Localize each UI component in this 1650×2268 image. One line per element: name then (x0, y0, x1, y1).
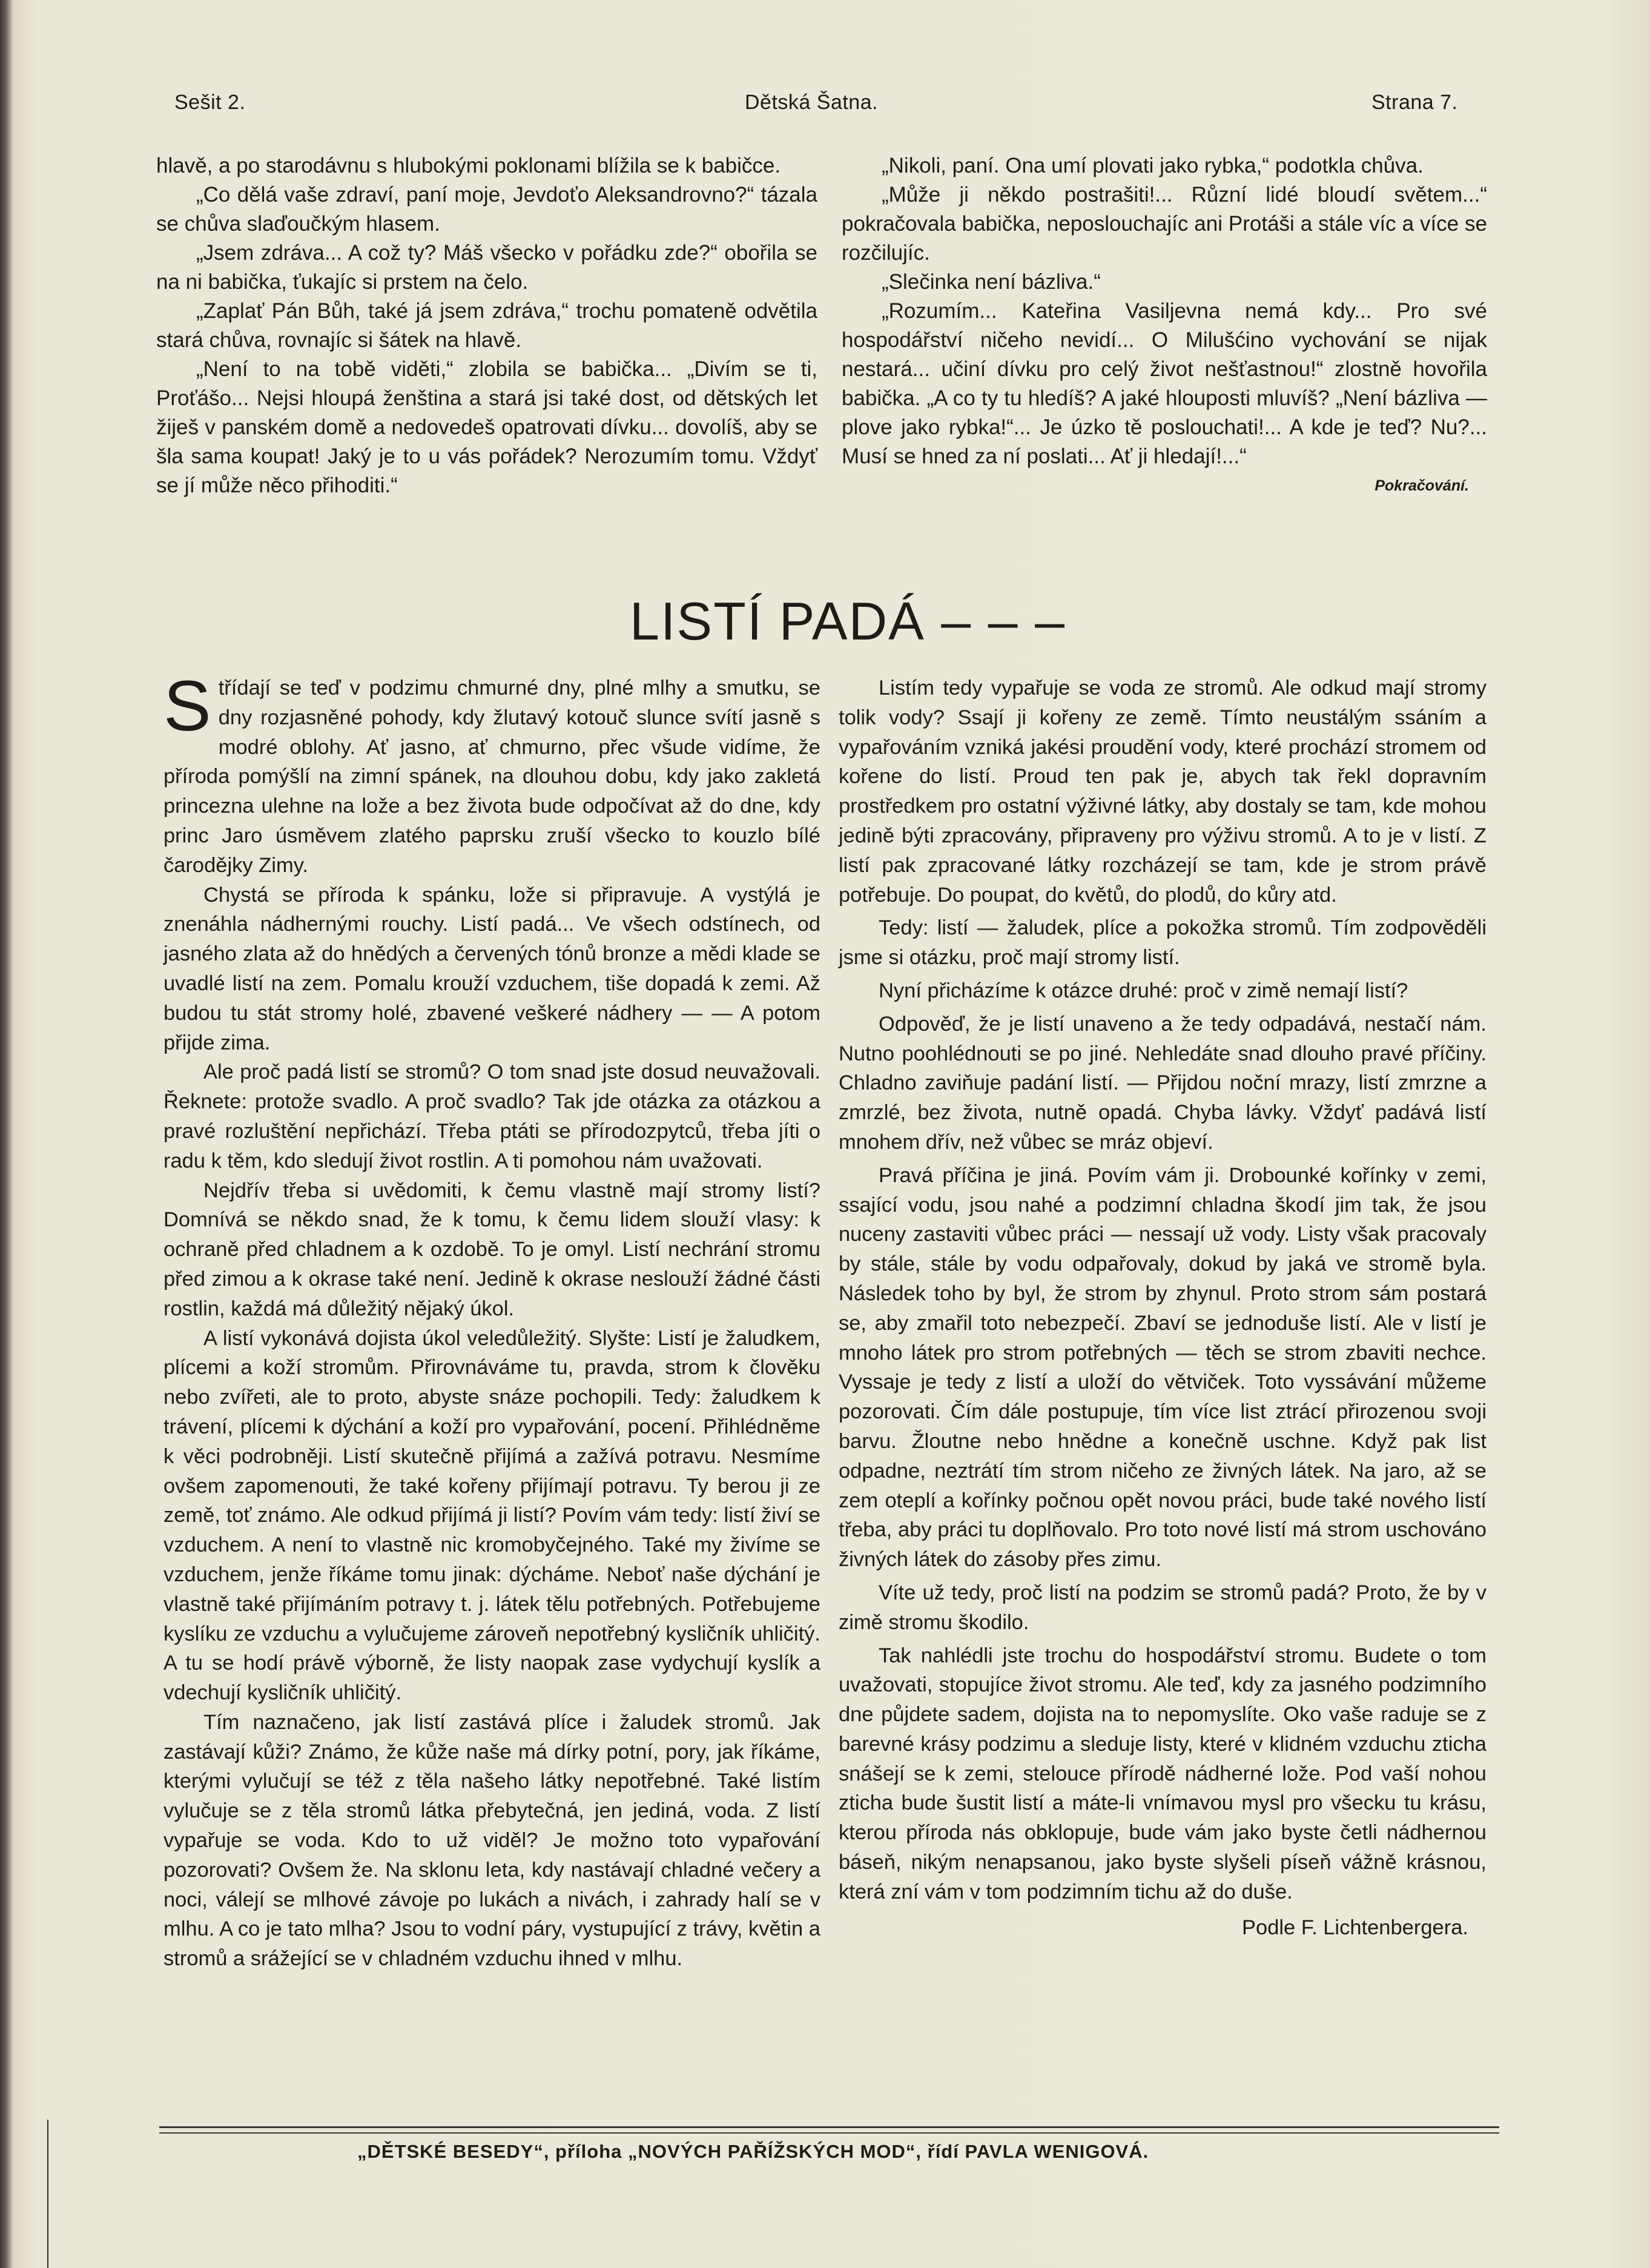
article-column-right (839, 673, 1487, 1942)
paragraph: „Rozumím... Kateřina Vasiljevna nemá kdy... Pro své hospodářství ničeho nevidí... O Milušćino vychování se nijak nestará... učiní dívku pro celý život nešťastnou!“ zlostně hovořila babička. „A co ty tu hledíš? A jaké hlouposti mluvíš? „Není bázliva — plove jako rybka!“... Je úzko tě poslouchati!... A kde je teď? Nu?... Musí se hned za ní poslati... Ať ji hledají!...“ (842, 299, 1487, 468)
paragraph: Listím tedy vypařuje se voda ze stromů. Ale odkud mají stromy tolik vody? Ssají ji kořeny ze země. Tímto neustálým ssáním a vypařováním vzniká jakési proudění vody, které prochází stromem od kořene do listí. Proud ten pak je, abych tak řekl dopravním prostředkem pro ostatní výživné látky, aby dostaly se tam, kde mohou jedině býti zpracovány, připraveny pro výživu stromů. A to je v listí. Z listí pak zpracované látky rozcházejí se tam, kde je strom právě potřebuje. Do poupat, do květů, do plodů, do kůry atd. (839, 676, 1487, 907)
page-number: Strana 7. (1371, 91, 1458, 114)
footer-credit: „DĚTSKÉ BESEDY“, příloha „NOVÝCH PAŘÍŽSKÝCH MOD“, řídí PAVLA WENIGOVÁ. (357, 2141, 1149, 2162)
article-column-left (163, 666, 820, 1974)
paragraph: „Zaplať Pán Bůh, také já jsem zdráva,“ trochu pomateně odvětila stará chůva, rovnajíc si šátek na hlavě. (156, 299, 817, 352)
paragraph: „Co dělá vaše zdraví, paní moje, Jevdoťo Aleksandrovno?“ tázala se chůva slaďoučkým hlasem. (156, 183, 817, 236)
paragraph: Nyní přicházíme k otázce druhé: proč v zimě nemají listí? (879, 979, 1408, 1002)
paragraph: „Může ji někdo postrašiti!... Různí lidé bloudí světem...“ pokračovala babička, neposlouchajíc ani Protáši a stále víc a více se rozčilujíc. (842, 183, 1487, 265)
binding-edge (47, 2120, 48, 2268)
paragraph: Ale proč padá listí se stromů? O tom snad jste dosud neuvažovali. Řeknete: protože svadlo. A proč svadlo? Tak jde otázka za otázkou a pravé rozluštění nepřichází. Třeba ptáti se přírodozpytců, třeba jíti o radu k těm, kdo sledují život rostlin. A ti pomohou nám uvažovati. (163, 1060, 820, 1172)
story-column-left (156, 151, 817, 500)
drop-cap: S (163, 666, 211, 746)
paragraph: „Nikoli, paní. Ona umí plovati jako rybka,“ podotkla chůva. (882, 154, 1424, 177)
continued-note: Pokračování. (1374, 477, 1469, 494)
paragraph: Nejdřív třeba si uvědomiti, k čemu vlastně mají stromy listí? Domnívá se někdo snad, že k tomu, k čemu lidem slouží vlasy: k ochraně před chladnem a k ozdobě. To je omyl. Listí nechrání stromu před zimou a k okrase také není. Jedině k okrase neslouží žádné části rostlin, každá má důležitý nějaký úkol. (163, 1179, 820, 1320)
issue-number: Sešit 2. (174, 91, 246, 114)
footer-rule (159, 2132, 1499, 2134)
paragraph: Tak nahlédli jste trochu do hospodářství stromu. Budete o tom uvažovati, stopujíce život stromu. Ale teď, kdy za jasného podzimního dne půjdete sadem, dojista na to nepomyslíte. Oko vaše raduje se z barevné krásy podzimu a sleduje listy, které v klidném vzduchu zticha snášejí se k zemi, stelouce přírodě nádherné lože. Pod vaší nohou zticha bude šustit listí a máte-li vnímavou mysl pro všecku tu krásu, kterou příroda nás obklopuje, bude vám jako byste četli nádhernou báseň, nikým nenapsanou, jako byste slyšeli píseň vážně krásnou, která zní vám v tom podzimním tichu až do duše. (839, 1644, 1487, 1903)
paragraph: Víte už tedy, proč listí na podzim se stromů padá? Proto, že by v zimě stromu škodilo. (839, 1581, 1487, 1634)
paragraph: A listí vykonává dojista úkol veledůležitý. Slyšte: Listí je žaludkem, plícemi a koží stromům. Přirovnáváme tu, pravda, strom k člověku nebo zvířeti, ale to proto, abyste snáze pochopili. Tedy: žaludkem k trávení, plícemi k dýchání a koží pro vypařování, pocení. Přihlédněme k věci podrobněji. Listí skutečně přijímá a zažívá potravu. Nesmíme ovšem zapomenouti, že také kořeny přijímají potravu. Ty berou ji ze země, toť známo. Ale odkud přijímá ji listí? Povím vám tedy: listí živí se vzduchem. A není to vlastně nic kromobyčejného. Také my živíme se vzduchem, jenže říkáme tomu jinak: dýcháme. Neboť naše dýchání je vlastně také přijímáním potravy t. j. látek tělu potřebných. Potřebujeme kyslíku ze vzduchu a vylučujeme zároveň nepotřebný kysličník uhličitý. A tu se hodí právě výborně, že listy naopak zase vydychují kyslík a vdechují kysličník uhličitý. (163, 1326, 820, 1705)
paragraph: „Jsem zdráva... A což ty? Máš všecko v pořádku zde?“ obořila se na ni babička, ťukajíc si prstem na čelo. (156, 241, 817, 294)
first-paragraph (163, 666, 820, 881)
article-signature: Podle F. Lichtenbergera. (1242, 1916, 1468, 1939)
paragraph: hlavě, a po starodávnu s hlubokými poklonami blížila se k babičce. (156, 154, 781, 177)
first-paragraph-text: třídají se teď v podzimu chmurné dny, plné mlhy a smutku, se dny rozjasněné pohody, kdy žlutavý kotouč slunce svítí jasně s modré oblohy. Ať jasno, ať chmurno, přec všude vidíme, že příroda pomýšlí na zimní spánek, na dlouhou dobu, kdy jako zakletá princezna ulehne na lože a bez života bude odpočívat až do dne, kdy princ Jaro úsměvem zlatého paprsku zruší všecko to kouzlo bílé čarodějky Zimy. (163, 676, 820, 877)
paragraph: Pravá příčina je jiná. Povím vám ji. Drobounké kořínky v zemi, ssající vodu, jsou nahé a podzimní chladna škodí jim tak, že jsou nuceny zastaviti vůbec práci — nessají už vody. Listy však pracovaly by stále, stále by vodu odpařovaly, dokud by jaká ve stromě byla. Následek toho by byl, že strom by zhynul. Proto strom sám postará se, aby zmařil toto nebezpečí. Zbaví se jednoduše listí. Ale v listí je mnoho látek pro strom potřebných — těch se strom zbaviti nechce. Vyssaje je tedy z listí a uloží do větviček. Toto vyssávání můžeme pozorovati. Čím dále postupuje, tím více list ztrácí přirozenou svoji barvu. Žloutne nebo hnědne a konečně uschne. Když pak list odpadne, neztrátí tím strom ničeho ze živných látek. Na jaro, až se zem oteplí a kořínky počnou opět novou práci, bude také nového listí třeba, aby práci tu doplňovalo. Pro toto nové listí má strom uschováno živných látek do zásoby přes zimu. (839, 1163, 1487, 1572)
paragraph: Tedy: listí — žaludek, plíce a pokožka stromů. Tím zodpověděli jsme si otázku, proč mají stromy listí. (839, 916, 1487, 970)
footer-rule (159, 2126, 1499, 2128)
paragraph: Tím naznačeno, jak listí zastává plíce i žaludek stromů. Jak zastávají kůži? Známo, že kůže naše má dírky potní, pory, jak říkáme, kterými vylučují se též z těla našeho látky nepotřebné. Také listím vylučuje se z těla stromů látka přebytečná, jen jediná, voda. Z listí vypařuje se voda. Kdo to už viděl? Je možno toto vypařování pozorovati? Ovšem že. Na sklonu leta, kdy nastávají chladné večery a noci, válejí se mlhové závoje po lukách a nivách, i zahrady halí se v mlhu. A co je tato mlha? Jsou to vodní páry, vystupující z trávy, květin a stromů a srážející se v chladném vzduchu ihned v mlhu. (163, 1710, 820, 1971)
article-title: LISTÍ PADÁ – – – (630, 591, 1066, 651)
paragraph: „Slečinka není bázliva.“ (882, 270, 1101, 294)
story-column-right (842, 151, 1487, 498)
paragraph: Odpověď, že je listí unaveno a že tedy odpadává, nestačí nám. Nutno poohlédnouti se po jiné. Nehledáte snad dlouho pravé příčiny. Chladno zaviňuje padání listí. — Přijdou noční mrazy, listí zmrzne a zmrzlé, bez života, nutně opadá. Chyba lávky. Vždyť padává listí mnohem dřív, než vůbec se mráz objeví. (839, 1012, 1487, 1154)
paragraph: „Není to na tobě viděti,“ zlobila se babička... „Divím se ti, Proťášo... Nejsi hloupá ženština a stará jsi také dost, od dětských let žiješ v panském domě a nedovedeš opatrovati dívku... dovolíš, aby se šla sama koupat! Jaký je to u vás pořádek? Nerozumím tomu. Vždyť se jí může něco přihoditi.“ (156, 357, 817, 497)
magazine-title: Dětská Šatna. (745, 91, 879, 114)
paragraph: Chystá se příroda k spánku, lože si připravuje. A vystýlá je znenáhla nádhernými rouchy. Listí padá... Ve všech odstínech, od jasného zlata až do hnědých a červených tónů bronze a mědi klade se uvadlé listí na zem. Pomalu krouží vzduchem, tiše dopadá k zemi. Až budou tu stát stromy holé, zbavené veškeré nádhery — — A potom přijde zima. (163, 883, 820, 1054)
